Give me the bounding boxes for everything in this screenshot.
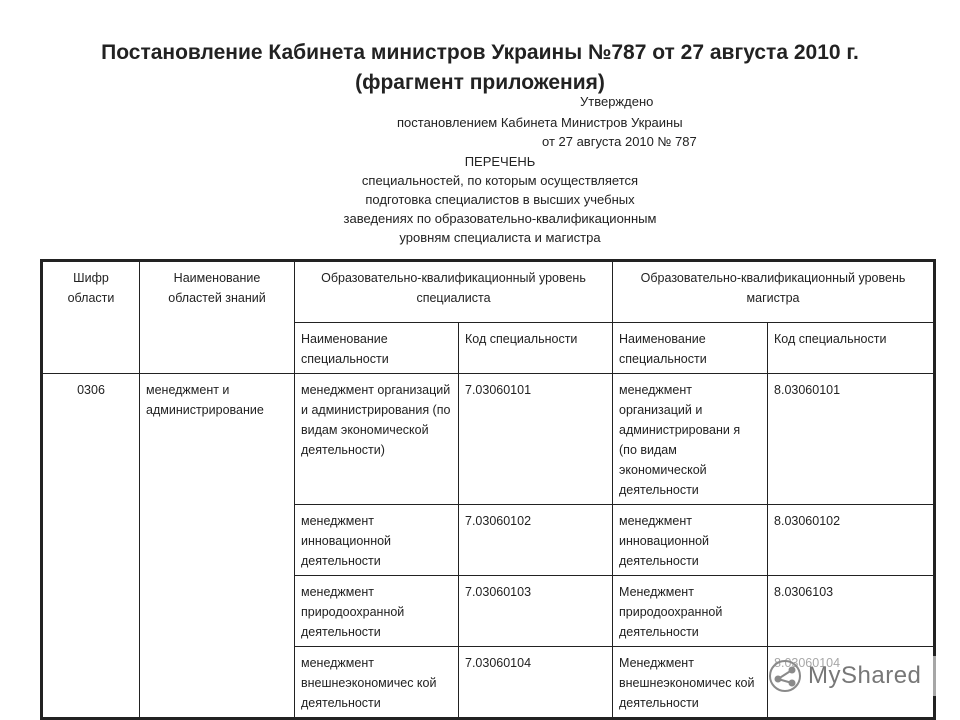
list-heading-line-2: специальностей, по которым осуществляется <box>361 173 639 188</box>
specialist-name-cell: менеджмент организаций и администрирования (по видам экономической деятельности) <box>295 374 459 505</box>
header-specialist-level: Образовательно-квалификационный уровень специалиста <box>295 261 613 323</box>
approved-line-2: постановлением Кабинета Министров Украины <box>397 115 683 130</box>
specialist-code-cell: 7.03060101 <box>459 374 613 505</box>
table-header-row <box>42 261 935 323</box>
title-line-2: (фрагмент приложения) <box>355 71 605 94</box>
master-name-cell: менеджмент организаций и администрировани я (по видам экономической деятельности <box>613 374 768 505</box>
specialist-name-cell: менеджмент инновационной деятельности <box>295 505 459 576</box>
master-code-cell: 8.03060102 <box>768 505 935 576</box>
master-name-cell: Менеджмент внешнеэкономичес кой деятельности <box>613 647 768 719</box>
title-line-1: Постановление Кабинета министров Украины №787 от 27 августа 2010 г. <box>101 41 859 64</box>
master-name-cell: менеджмент инновационной деятельности <box>613 505 768 576</box>
header-specialist-code: Код специальности <box>459 323 613 374</box>
specialist-name-cell: менеджмент внешнеэкономичес кой деятельности <box>295 647 459 719</box>
master-name-cell: Менеджмент природоохранной деятельности <box>613 576 768 647</box>
specialist-code-cell: 7.03060102 <box>459 505 613 576</box>
list-heading-line-1: ПЕРЕЧЕНЬ <box>464 154 536 169</box>
header-master-code: Код специальности <box>768 323 935 374</box>
approved-line-1: Утверждено <box>580 94 654 109</box>
specialist-name-cell: менеджмент природоохранной деятельности <box>295 576 459 647</box>
document-title <box>0 38 960 98</box>
header-master-name: Наименование специальности <box>613 323 768 374</box>
header-specialist-name: Наименование специальности <box>295 323 459 374</box>
table-row <box>42 374 935 505</box>
watermark <box>768 656 936 696</box>
specialties-table <box>40 259 936 720</box>
specialist-code-cell: 7.03060104 <box>459 647 613 719</box>
header-area-code: Шифр области <box>42 261 140 374</box>
list-heading-line-3: подготовка специалистов в высших учебных <box>365 192 635 207</box>
myshared-logo-icon <box>768 659 802 693</box>
master-code-cell: 8.0306103 <box>768 576 935 647</box>
header-master-level: Образовательно-квалификационный уровень магистра <box>613 261 935 323</box>
header-field-name: Наименование областей знаний <box>140 261 295 374</box>
master-code-cell: 8.03060101 <box>768 374 935 505</box>
watermark-text: MyShared <box>808 662 922 689</box>
area-field-cell: менеджмент и администрирование <box>140 374 295 719</box>
area-code-cell: 0306 <box>42 374 140 719</box>
list-heading-line-5: уровням специалиста и магистра <box>399 230 601 245</box>
specialist-code-cell: 7.03060103 <box>459 576 613 647</box>
list-heading <box>300 152 700 247</box>
approved-line-3: от 27 августа 2010 № 787 <box>542 134 697 149</box>
list-heading-line-4: заведениях по образовательно-квалификационным <box>343 211 657 226</box>
